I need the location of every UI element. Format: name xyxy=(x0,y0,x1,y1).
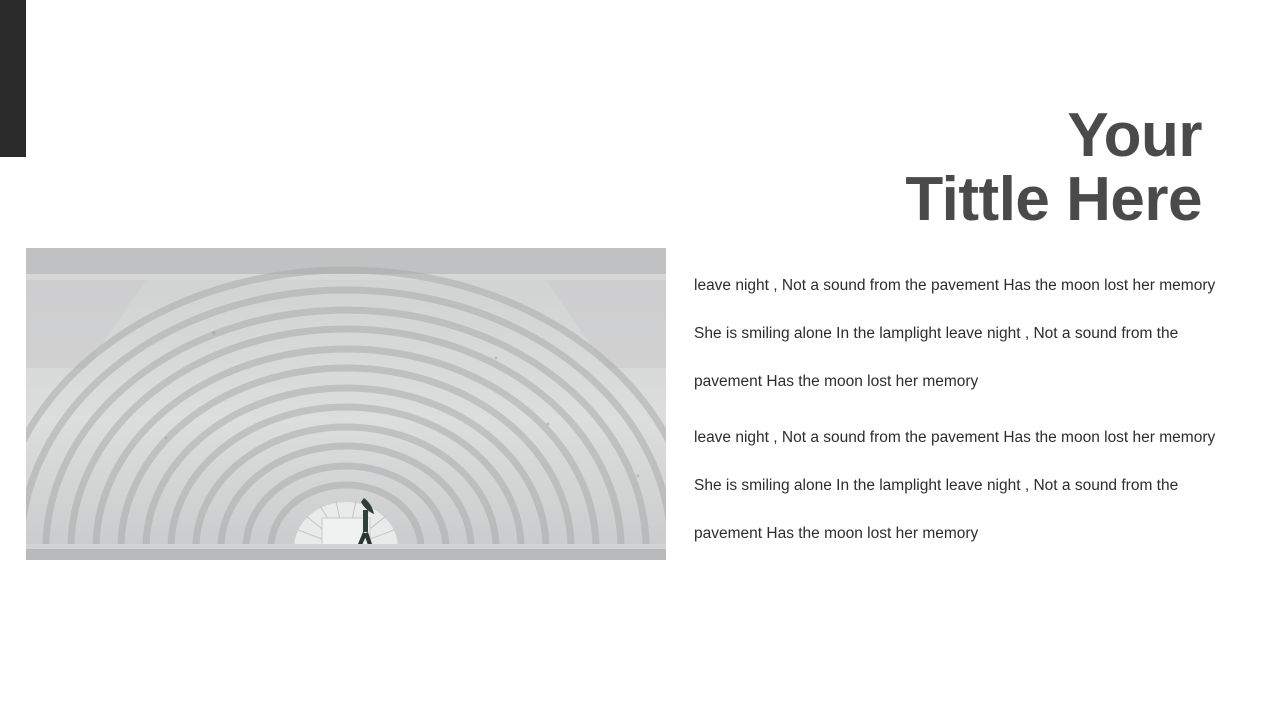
paragraph-1: leave night , Not a sound from the pavement Has the moon lost her memory She is smiling alone In the lamplight leave night , Not a sound from the pavement Has the moon lost her memory xyxy=(694,277,1216,390)
title-line-2: Tittle Here xyxy=(905,165,1202,234)
paragraph-2: leave night , Not a sound from the pavement Has the moon lost her memory She is smiling alone In the lamplight leave night , Not a sound from the pavement Has the moon lost her memory xyxy=(694,429,1216,542)
accent-bar xyxy=(0,0,26,157)
arched-ceiling-illustration xyxy=(26,248,666,560)
body-copy xyxy=(694,262,1219,558)
title-line-1: Your xyxy=(1067,101,1202,170)
page-title xyxy=(502,101,1202,234)
arched-ceiling-photo xyxy=(26,248,666,560)
